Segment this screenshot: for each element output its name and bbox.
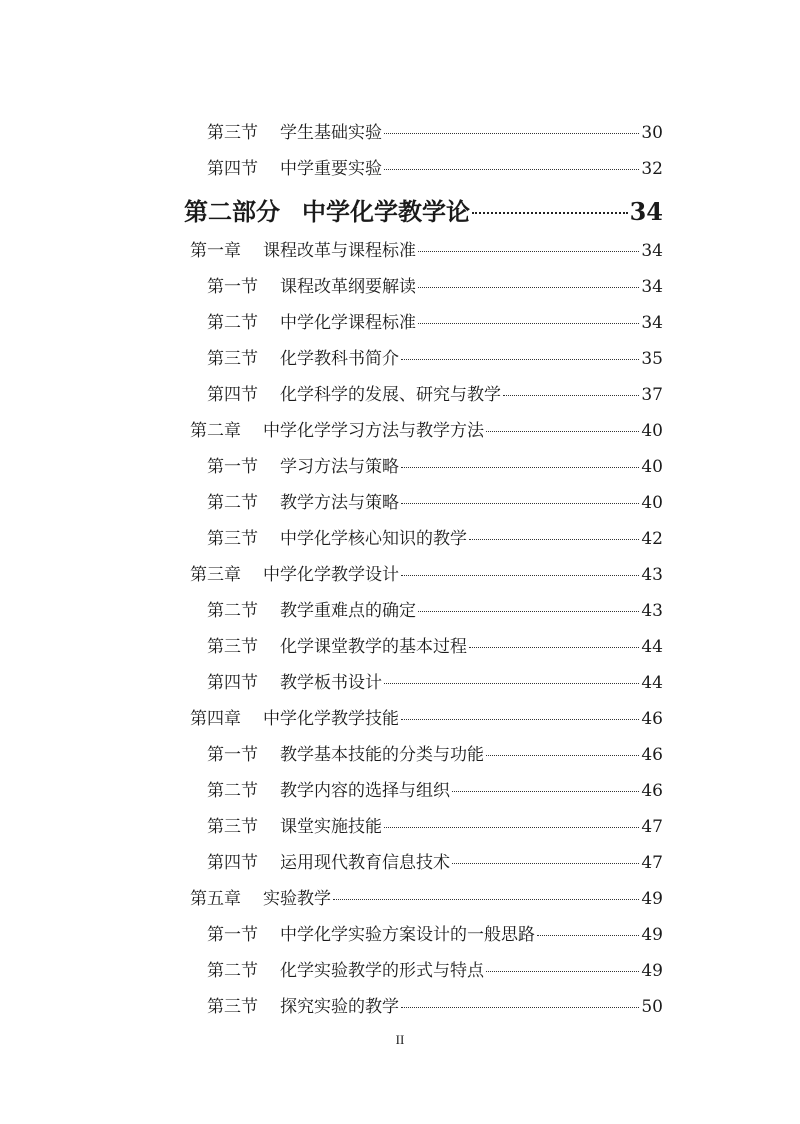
toc-page-number: 49 [641, 961, 663, 981]
dot-leader [486, 755, 639, 756]
toc-entry[interactable] [207, 920, 663, 945]
dot-leader [401, 359, 639, 360]
toc-entry-label: 第二节 中学化学课程标准 [207, 313, 416, 333]
dot-leader [384, 169, 639, 170]
dot-leader [384, 133, 639, 134]
toc-entry[interactable] [207, 812, 663, 837]
toc-entry-label: 第一节 课程改革纲要解读 [207, 277, 416, 297]
toc-entry-label: 第一节 教学基本技能的分类与功能 [207, 745, 484, 765]
dot-leader [418, 611, 639, 612]
toc-page-number: 49 [641, 889, 663, 909]
toc-entry[interactable] [207, 344, 663, 369]
toc-entry-label: 第二节 教学方法与策略 [207, 493, 399, 513]
toc-entry[interactable] [207, 272, 663, 297]
toc-entry-label: 第二节 教学重难点的确定 [207, 601, 416, 621]
dot-leader [401, 1007, 639, 1008]
toc-page-number: 47 [641, 853, 663, 873]
toc-entry[interactable] [207, 956, 663, 981]
toc-entry-label: 第四节 中学重要实验 [207, 159, 382, 179]
toc-entry-label: 第三节 课堂实施技能 [207, 817, 382, 837]
toc-page-number: 30 [641, 123, 663, 143]
dot-leader [469, 647, 639, 648]
toc-page-number: 46 [641, 745, 663, 765]
toc-page-number: 47 [641, 817, 663, 837]
toc-entry[interactable] [207, 848, 663, 873]
toc-page-number: 35 [641, 349, 663, 369]
toc-entry[interactable] [207, 488, 663, 513]
toc-chapter[interactable] [190, 416, 663, 441]
toc-chapter[interactable] [190, 560, 663, 585]
toc-page-number: 34 [641, 313, 663, 333]
toc-entry[interactable] [207, 154, 663, 179]
toc-entry[interactable] [207, 524, 663, 549]
dot-leader [418, 323, 639, 324]
toc-page-number: 34 [641, 277, 663, 297]
toc-entry-label: 第三节 学生基础实验 [207, 123, 382, 143]
toc-page-number: 44 [641, 637, 663, 657]
toc-entry-label: 第三章 中学化学教学设计 [190, 565, 399, 585]
toc-entry-label: 第三节 中学化学核心知识的教学 [207, 529, 467, 549]
toc-entry-label: 第三节 化学教科书简介 [207, 349, 399, 369]
toc-entry-label: 第二部分 中学化学教学论 [184, 197, 470, 226]
toc-entry-label: 第二章 中学化学学习方法与教学方法 [190, 421, 484, 441]
dot-leader [452, 863, 639, 864]
dot-leader [472, 212, 628, 214]
toc-entry-label: 第四节 运用现代教育信息技术 [207, 853, 450, 873]
toc-entry[interactable] [207, 308, 663, 333]
dot-leader [452, 791, 639, 792]
dot-leader [418, 287, 639, 288]
toc-entry[interactable] [207, 596, 663, 621]
toc-entry-label: 第二节 化学实验教学的形式与特点 [207, 961, 484, 981]
dot-leader [384, 827, 639, 828]
toc-part-heading[interactable] [184, 192, 663, 227]
toc-entry-label: 第四节 化学科学的发展、研究与教学 [207, 385, 501, 405]
dot-leader [333, 899, 639, 900]
toc-entry[interactable] [207, 380, 663, 405]
toc-page-number: 37 [641, 385, 663, 405]
dot-leader [401, 719, 639, 720]
toc-page-number: 50 [641, 997, 663, 1017]
toc-entry-label: 第四章 中学化学教学技能 [190, 709, 399, 729]
toc-chapter[interactable] [190, 236, 663, 261]
toc-entry-label: 第三节 化学课堂教学的基本过程 [207, 637, 467, 657]
toc-page-number: 32 [641, 159, 663, 179]
toc-page-number: 43 [641, 601, 663, 621]
toc-entry[interactable] [207, 776, 663, 801]
toc-page-number: 49 [641, 925, 663, 945]
toc-page-number: 40 [641, 457, 663, 477]
toc-page-number: 43 [641, 565, 663, 585]
dot-leader [418, 251, 639, 252]
toc-page-number: 46 [641, 709, 663, 729]
dot-leader [537, 935, 639, 936]
toc-entry[interactable] [207, 118, 663, 143]
toc-entry-label: 第一节 中学化学实验方案设计的一般思路 [207, 925, 535, 945]
toc-page-number: 46 [641, 781, 663, 801]
toc-entry[interactable] [207, 632, 663, 657]
dot-leader [384, 683, 639, 684]
toc-page-number: 34 [641, 241, 663, 261]
toc-entry-label: 第五章 实验教学 [190, 889, 331, 909]
toc-page-number: 44 [641, 673, 663, 693]
toc-entry-label: 第三节 探究实验的教学 [207, 997, 399, 1017]
dot-leader [401, 575, 639, 576]
toc-entry[interactable] [207, 992, 663, 1017]
toc-entry-label: 第二节 教学内容的选择与组织 [207, 781, 450, 801]
toc-entry-label: 第四节 教学板书设计 [207, 673, 382, 693]
dot-leader [486, 971, 639, 972]
toc-chapter[interactable] [190, 704, 663, 729]
toc-page-number: 34 [629, 197, 663, 226]
toc-page-number: 40 [641, 421, 663, 441]
toc-entry-label: 第一章 课程改革与课程标准 [190, 241, 416, 261]
toc-chapter[interactable] [190, 884, 663, 909]
dot-leader [486, 431, 639, 432]
toc-entry[interactable] [207, 740, 663, 765]
toc-page-number: 40 [641, 493, 663, 513]
toc-entry[interactable] [207, 452, 663, 477]
dot-leader [469, 539, 639, 540]
toc-page-number: 42 [641, 529, 663, 549]
dot-leader [503, 395, 639, 396]
page-number-footer: II [395, 1032, 405, 1047]
dot-leader [401, 467, 639, 468]
dot-leader [401, 503, 639, 504]
toc-entry-label: 第一节 学习方法与策略 [207, 457, 399, 477]
toc-entry[interactable] [207, 668, 663, 693]
